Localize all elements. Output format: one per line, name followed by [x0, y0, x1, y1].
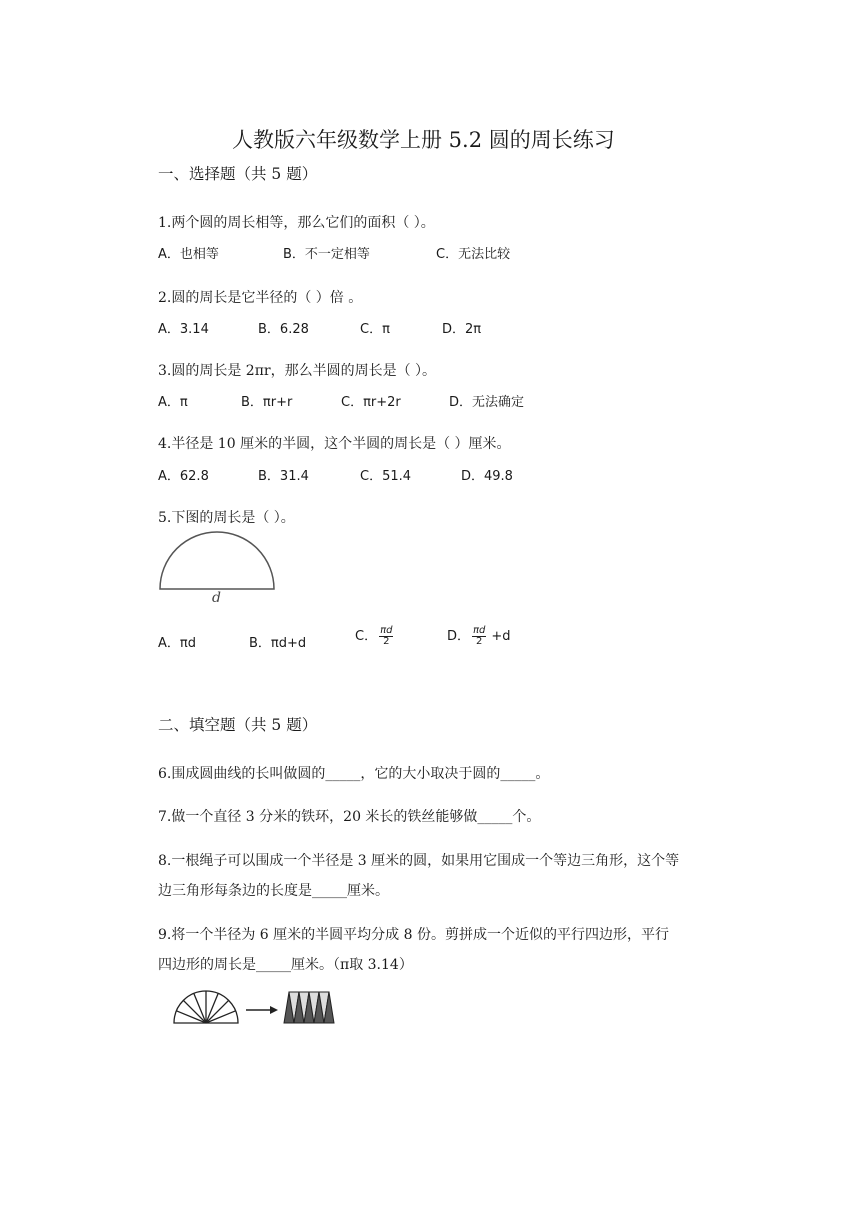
q5-option-c-fraction [379, 626, 393, 648]
question-2: 2.圆的周长是它半径的（ ）倍 。 [158, 290, 363, 306]
fraction-denominator: 2 [476, 636, 483, 647]
q5-option-d [447, 625, 511, 648]
figure-label-d: d [212, 590, 221, 606]
q3-option-c: C．πr+2r [341, 395, 401, 410]
q4-option-b: B．31.4 [258, 469, 309, 484]
fill-question-9-line-2: 四边形的周长是_____厘米。（π取 3.14） [158, 957, 413, 973]
q2-option-c: C．π [360, 322, 390, 337]
q5-option-b: B．πd+d [249, 636, 307, 651]
page-title: 人教版六年级数学上册 5.2 圆的周长练习 [232, 128, 615, 152]
question-5: 5.下图的周长是（ ）。 [158, 510, 295, 526]
q5-option-d-suffix: +d [491, 629, 511, 644]
q5-option-c-label: C． [355, 629, 378, 644]
q5-option-c [355, 625, 395, 648]
q4-option-d: D．49.8 [461, 469, 513, 484]
q1-option-a: A．也相等 [158, 247, 219, 262]
q5-option-d-fraction [472, 626, 486, 648]
q5-option-d-label: D． [447, 629, 471, 644]
fill-question-9-line-1: 9.将一个半径为 6 厘米的半圆平均分成 8 份。剪拼成一个近似的平行四边形，平行 [158, 927, 669, 943]
q4-option-c: C．51.4 [360, 469, 412, 484]
q2-option-d: D．2π [442, 322, 482, 337]
q1-option-c: C．无法比较 [436, 247, 511, 262]
q2-option-b: B．6.28 [258, 322, 309, 337]
fraction-numerator: πd [473, 624, 486, 636]
fill-question-8-line-1: 8.一根绳子可以围成一个半径是 3 厘米的圆，如果用它围成一个等边三角形，这个等 [158, 853, 680, 869]
fill-question-7: 7.做一个直径 3 分米的铁环，20 米长的铁丝能够做_____个。 [158, 809, 541, 825]
q1-option-b: B．不一定相等 [283, 247, 370, 262]
question-3: 3.圆的周长是 2πr，那么半圆的周长是（ ）。 [158, 363, 437, 379]
q4-option-a: A．62.8 [158, 469, 209, 484]
fill-question-8-line-2: 边三角形每条边的长度是_____厘米。 [158, 883, 389, 899]
question-1: 1.两个圆的周长相等，那么它们的面积（ ）。 [158, 215, 435, 231]
sector-rearrangement-figure [168, 986, 348, 1030]
section-heading-choice: 一、选择题（共 5 题） [158, 165, 318, 183]
section-heading-fill: 二、填空题（共 5 题） [158, 716, 318, 734]
q3-option-a: A．π [158, 395, 188, 410]
q2-option-a: A．3.14 [158, 322, 209, 337]
fraction-numerator: πd [380, 624, 393, 636]
fraction-denominator: 2 [383, 636, 390, 647]
fill-question-6: 6.围成圆曲线的长叫做圆的_____，它的大小取决于圆的_____。 [158, 766, 550, 782]
q3-option-b: B．πr+r [241, 395, 293, 410]
q3-option-d: D．无法确定 [449, 395, 525, 410]
q5-option-a: A．πd [158, 636, 196, 651]
question-4: 4.半径是 10 厘米的半圆，这个半圆的周长是（ ）厘米。 [158, 436, 511, 452]
